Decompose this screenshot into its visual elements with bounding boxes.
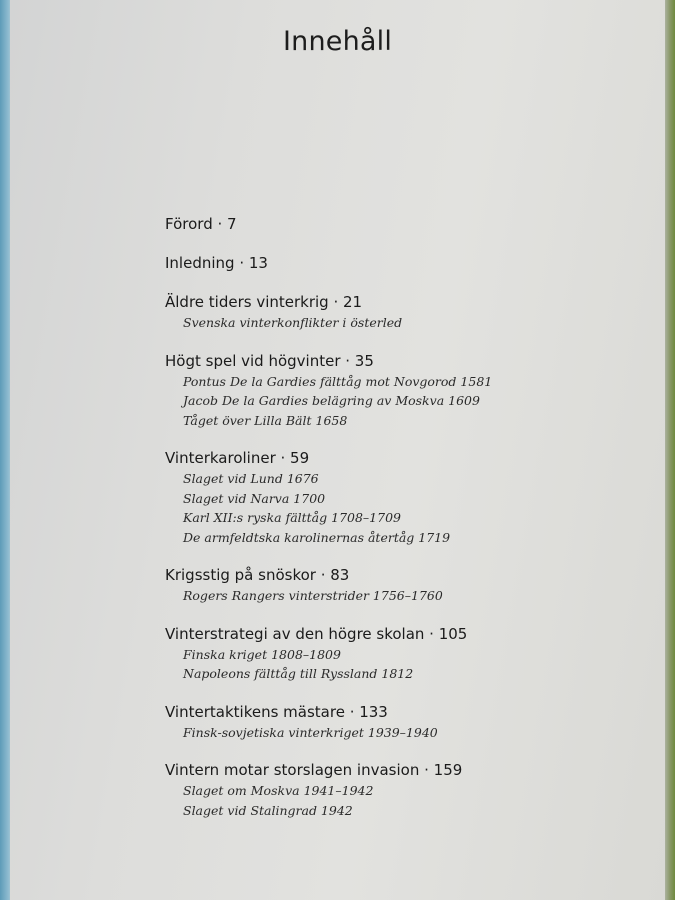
toc-chapter xyxy=(165,213,635,235)
chapter-heading: Inledning · 13 xyxy=(165,254,268,272)
toc-chapter xyxy=(165,701,635,743)
chapter-heading: Vinterstrategi av den högre skolan · 105 xyxy=(165,624,468,643)
subsection-item: Karl XII:s ryska fälttåg 1708–1709 xyxy=(183,510,401,525)
chapter-heading: Högt spel vid högvinter · 35 xyxy=(165,351,374,370)
toc-chapter xyxy=(165,759,635,820)
subsection-list xyxy=(165,781,635,820)
table-of-contents xyxy=(165,213,635,837)
subsection-item: Tåget över Lilla Bält 1658 xyxy=(183,412,348,428)
subsection-item: Slaget vid Stalingrad 1942 xyxy=(183,802,353,818)
subsection-item: Jacob De la Gardies belägring av Moskva 1609 xyxy=(183,393,480,408)
subsection-list xyxy=(165,723,635,743)
subsection-item: Pontus De la Gardies fälttåg mot Novgorod 1581 xyxy=(183,373,493,389)
subsection-list xyxy=(165,586,635,606)
chapter-heading: Vinterkaroliner · 59 xyxy=(165,449,310,467)
subsection-list xyxy=(165,469,635,547)
chapter-heading: Äldre tiders vinterkrig · 21 xyxy=(165,293,363,311)
page-title: Innehåll xyxy=(282,26,393,57)
chapter-heading: Krigsstig på snöskor · 83 xyxy=(165,566,350,584)
subsection-item: Slaget vid Lund 1676 xyxy=(183,471,319,486)
subsection-item: Rogers Rangers vinterstrider 1756–1760 xyxy=(183,588,443,603)
subsection-list xyxy=(165,313,635,333)
subsection-item: Finska kriget 1808–1809 xyxy=(183,646,341,662)
subsection-item: Slaget vid Narva 1700 xyxy=(183,490,326,506)
subsection-item: Finsk-sovjetiska vinterkriget 1939–1940 xyxy=(183,724,438,740)
subsection-item: De armfeldtska karolinernas återtåg 1719 xyxy=(183,529,451,545)
toc-chapter xyxy=(165,291,635,333)
toc-chapter xyxy=(165,623,635,684)
chapter-heading: Vintern motar storslagen invasion · 159 xyxy=(165,761,463,779)
toc-chapter xyxy=(165,564,635,606)
book-page xyxy=(10,0,665,900)
subsection-list xyxy=(165,372,635,431)
subsection-item: Napoleons fälttåg till Ryssland 1812 xyxy=(183,666,414,681)
chapter-heading: Förord · 7 xyxy=(165,215,237,233)
toc-chapter xyxy=(165,252,635,274)
chapter-heading: Vintertaktikens mästare · 133 xyxy=(165,702,388,721)
subsection-item: Slaget om Moskva 1941–1942 xyxy=(183,783,374,798)
toc-chapter xyxy=(165,350,635,431)
toc-chapter xyxy=(165,447,635,547)
subsection-list xyxy=(165,645,635,684)
subsection-item: Svenska vinterkonflikter i österled xyxy=(183,315,403,330)
